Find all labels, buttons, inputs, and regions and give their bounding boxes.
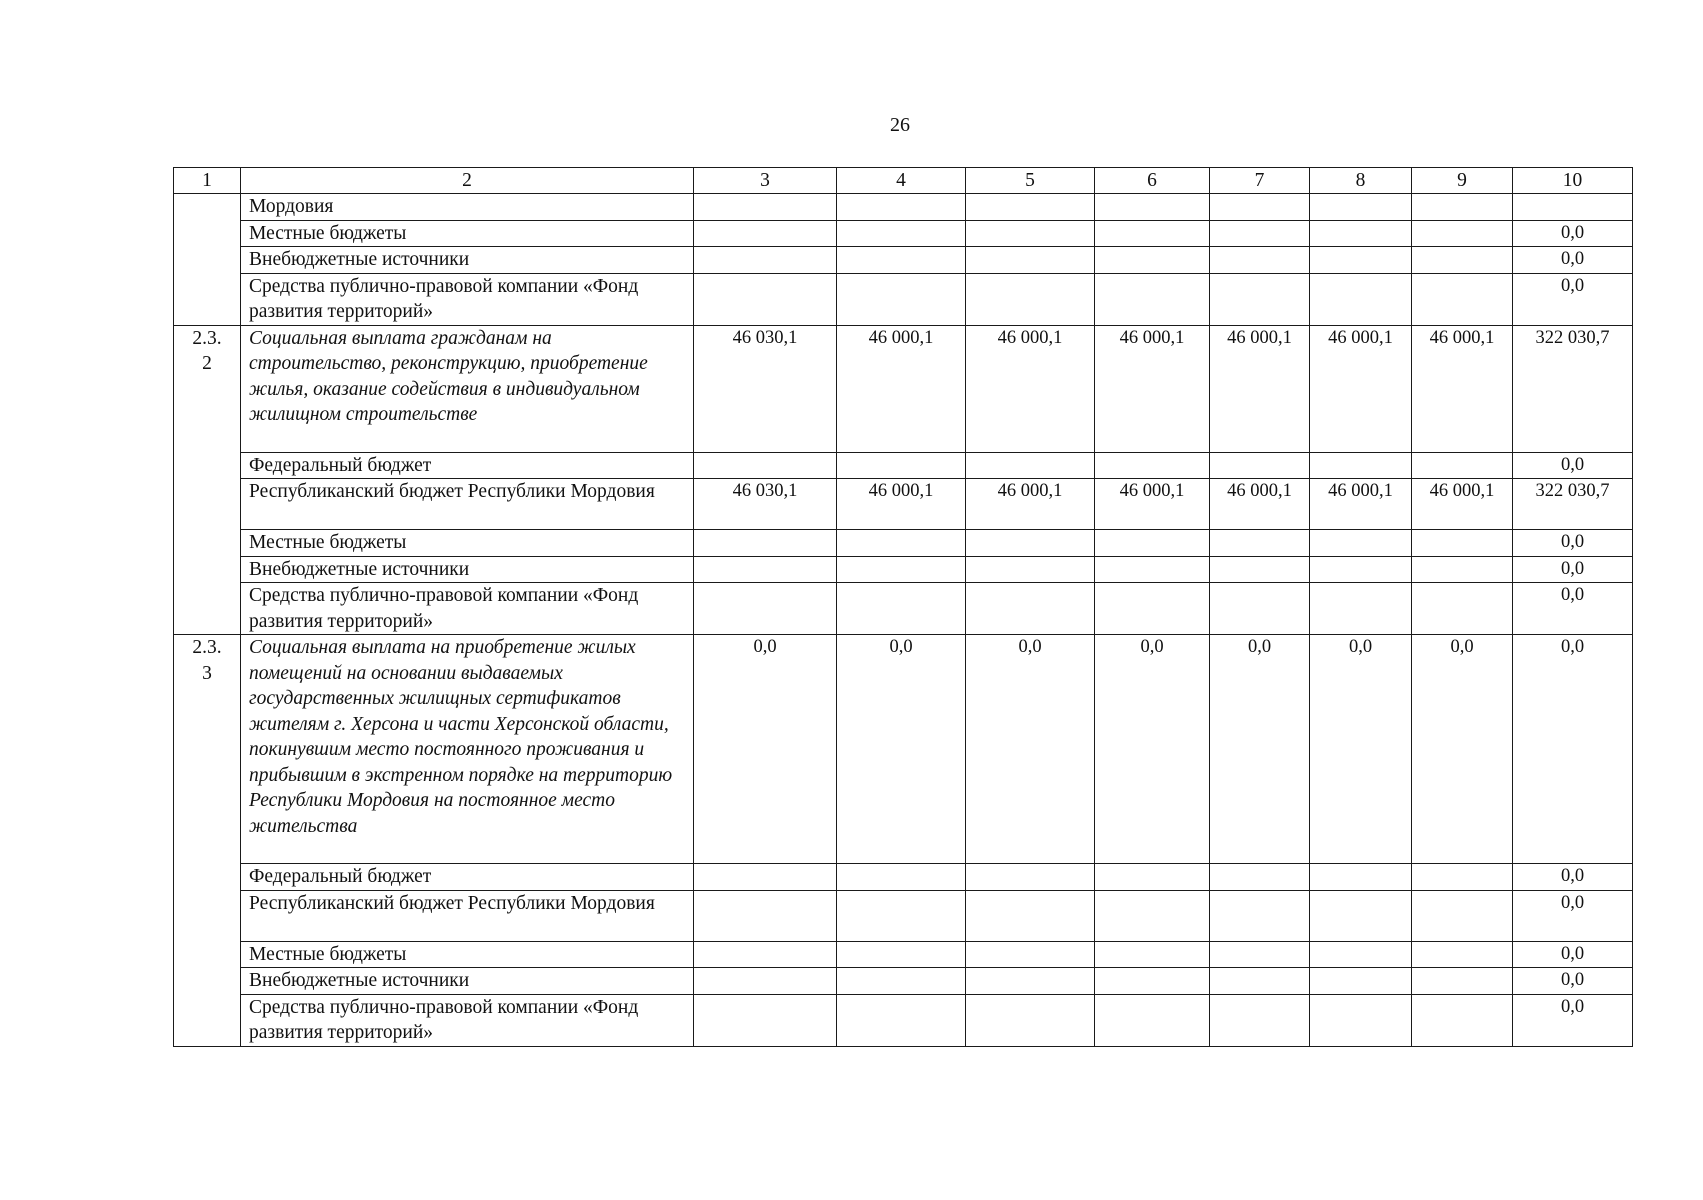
- row-name-cell: Средства публично-правовой компании «Фонд развития территорий»: [241, 273, 694, 325]
- value-cell: [966, 941, 1095, 968]
- row-name-cell: Федеральный бюджет: [241, 452, 694, 479]
- value-cell: [1095, 941, 1210, 968]
- value-cell: [1310, 194, 1412, 221]
- item-number: 2.3. 2: [192, 327, 222, 374]
- total-cell: 0,0: [1513, 556, 1633, 583]
- value-cell: 46 000,1: [1095, 479, 1210, 530]
- value-cell: [1210, 994, 1310, 1046]
- value-cell: 46 000,1: [1210, 325, 1310, 452]
- value-cell: 46 000,1: [1310, 325, 1412, 452]
- value-cell: [837, 273, 966, 325]
- value-cell: [1310, 273, 1412, 325]
- value-cell: [1095, 194, 1210, 221]
- row-name-cell: Федеральный бюджет: [241, 864, 694, 891]
- header-cell: 6: [1095, 168, 1210, 194]
- value-cell: [1310, 890, 1412, 941]
- value-cell: [1095, 273, 1210, 325]
- value-cell: [1095, 968, 1210, 995]
- value-cell: [1210, 452, 1310, 479]
- item-title-cell: Социальная выплата на приобретение жилых помещений на основании выдаваемых государственных жилищных сертификатов жителям г. Херсона и части Херсонской области, покинувшим место постоянного проживания и прибывшим в экстренном порядке на территорию Республики Мордовия на постоянное место жительства: [241, 635, 694, 864]
- value-cell: [1210, 220, 1310, 247]
- value-cell: 0,0: [966, 635, 1095, 864]
- total-cell: 0,0: [1513, 452, 1633, 479]
- table-row: [174, 479, 1633, 530]
- value-cell: [966, 530, 1095, 557]
- value-cell: [966, 273, 1095, 325]
- value-cell: [837, 452, 966, 479]
- table-row: [174, 890, 1633, 941]
- row-name-cell: Республиканский бюджет Республики Мордовия: [241, 479, 694, 530]
- table-row: [174, 325, 1633, 452]
- value-cell: 46 000,1: [837, 479, 966, 530]
- value-cell: [837, 994, 966, 1046]
- value-cell: [837, 890, 966, 941]
- row-name-cell: Внебюджетные источники: [241, 247, 694, 274]
- table-row: [174, 994, 1633, 1046]
- table-row: [174, 635, 1633, 864]
- row-name-cell: Средства публично-правовой компании «Фонд развития территорий»: [241, 583, 694, 635]
- value-cell: [1095, 530, 1210, 557]
- value-cell: [1310, 864, 1412, 891]
- table-row: [174, 583, 1633, 635]
- value-cell: [1412, 247, 1513, 274]
- value-cell: [837, 583, 966, 635]
- value-cell: [837, 968, 966, 995]
- value-cell: [1210, 583, 1310, 635]
- value-cell: 0,0: [694, 635, 837, 864]
- total-cell: 322 030,7: [1513, 479, 1633, 530]
- budget-table: [173, 167, 1633, 1047]
- row-name-cell: Внебюджетные источники: [241, 968, 694, 995]
- table-row: [174, 556, 1633, 583]
- value-cell: 46 030,1: [694, 479, 837, 530]
- value-cell: [1095, 247, 1210, 274]
- value-cell: [694, 994, 837, 1046]
- row-number-cell: [174, 325, 241, 635]
- value-cell: [1310, 530, 1412, 557]
- value-cell: [1412, 273, 1513, 325]
- value-cell: [1210, 968, 1310, 995]
- row-name-cell: Внебюджетные источники: [241, 556, 694, 583]
- value-cell: [966, 247, 1095, 274]
- header-cell: 1: [174, 168, 241, 194]
- table-row: [174, 194, 1633, 221]
- value-cell: [837, 247, 966, 274]
- total-cell: 0,0: [1513, 890, 1633, 941]
- value-cell: [1412, 890, 1513, 941]
- value-cell: [1210, 247, 1310, 274]
- table-row: [174, 530, 1633, 557]
- value-cell: [1095, 583, 1210, 635]
- value-cell: [1210, 194, 1310, 221]
- value-cell: [1210, 890, 1310, 941]
- value-cell: 46 000,1: [1210, 479, 1310, 530]
- value-cell: [1310, 583, 1412, 635]
- value-cell: [837, 864, 966, 891]
- total-cell: 322 030,7: [1513, 325, 1633, 452]
- value-cell: [1210, 864, 1310, 891]
- value-cell: [837, 556, 966, 583]
- value-cell: 0,0: [1095, 635, 1210, 864]
- row-number-cell: [174, 635, 241, 1047]
- value-cell: [837, 530, 966, 557]
- total-cell: 0,0: [1513, 220, 1633, 247]
- value-cell: [694, 194, 837, 221]
- total-cell: 0,0: [1513, 994, 1633, 1046]
- value-cell: [966, 220, 1095, 247]
- value-cell: 46 000,1: [1095, 325, 1210, 452]
- value-cell: [1095, 556, 1210, 583]
- table-row: [174, 452, 1633, 479]
- total-cell: 0,0: [1513, 635, 1633, 864]
- value-cell: [694, 968, 837, 995]
- value-cell: [694, 220, 837, 247]
- value-cell: [966, 556, 1095, 583]
- value-cell: [694, 583, 837, 635]
- header-cell: 10: [1513, 168, 1633, 194]
- total-cell: 0,0: [1513, 583, 1633, 635]
- value-cell: [1095, 890, 1210, 941]
- value-cell: [966, 194, 1095, 221]
- value-cell: [1310, 452, 1412, 479]
- value-cell: [1095, 864, 1210, 891]
- value-cell: [1412, 941, 1513, 968]
- row-name-cell: Местные бюджеты: [241, 220, 694, 247]
- value-cell: [1310, 247, 1412, 274]
- page-number: 26: [890, 114, 910, 136]
- value-cell: [1095, 994, 1210, 1046]
- row-name-cell: Средства публично-правовой компании «Фонд развития территорий»: [241, 994, 694, 1046]
- value-cell: 46 000,1: [966, 479, 1095, 530]
- value-cell: [966, 864, 1095, 891]
- row-number-cell: [174, 194, 241, 326]
- table-row: [174, 941, 1633, 968]
- table-row: [174, 247, 1633, 274]
- value-cell: 46 000,1: [966, 325, 1095, 452]
- header-cell: 7: [1210, 168, 1310, 194]
- header-cell: 8: [1310, 168, 1412, 194]
- value-cell: [1210, 530, 1310, 557]
- total-cell: 0,0: [1513, 941, 1633, 968]
- total-cell: [1513, 194, 1633, 221]
- total-cell: 0,0: [1513, 968, 1633, 995]
- item-title-cell: Социальная выплата гражданам на строительство, реконструкцию, приобретение жилья, оказание содействия в индивидуальном жилищном строительстве: [241, 325, 694, 452]
- total-cell: 0,0: [1513, 273, 1633, 325]
- value-cell: 46 030,1: [694, 325, 837, 452]
- value-cell: [1412, 194, 1513, 221]
- total-cell: 0,0: [1513, 530, 1633, 557]
- table-row: [174, 220, 1633, 247]
- item-number: 2.3. 3: [192, 637, 222, 684]
- value-cell: 46 000,1: [1412, 325, 1513, 452]
- value-cell: [837, 194, 966, 221]
- row-name-cell: Местные бюджеты: [241, 530, 694, 557]
- value-cell: [837, 220, 966, 247]
- table-row: [174, 968, 1633, 995]
- value-cell: [694, 452, 837, 479]
- value-cell: 0,0: [1210, 635, 1310, 864]
- value-cell: [1412, 968, 1513, 995]
- table-header-row: [174, 168, 1633, 194]
- header-cell: 5: [966, 168, 1095, 194]
- value-cell: 46 000,1: [837, 325, 966, 452]
- value-cell: [694, 864, 837, 891]
- value-cell: [837, 941, 966, 968]
- total-cell: 0,0: [1513, 247, 1633, 274]
- value-cell: [1310, 994, 1412, 1046]
- value-cell: [694, 890, 837, 941]
- value-cell: [1412, 452, 1513, 479]
- header-cell: 4: [837, 168, 966, 194]
- value-cell: [694, 530, 837, 557]
- value-cell: 0,0: [837, 635, 966, 864]
- total-cell: 0,0: [1513, 864, 1633, 891]
- header-cell: 2: [241, 168, 694, 194]
- value-cell: [1310, 220, 1412, 247]
- value-cell: [694, 273, 837, 325]
- header-cell: 9: [1412, 168, 1513, 194]
- value-cell: 0,0: [1310, 635, 1412, 864]
- value-cell: [966, 890, 1095, 941]
- value-cell: [694, 941, 837, 968]
- value-cell: [1210, 273, 1310, 325]
- table-row: [174, 273, 1633, 325]
- header-cell: 3: [694, 168, 837, 194]
- value-cell: [694, 556, 837, 583]
- value-cell: [1310, 556, 1412, 583]
- value-cell: [1095, 452, 1210, 479]
- value-cell: [1412, 556, 1513, 583]
- value-cell: [1412, 583, 1513, 635]
- value-cell: [1412, 994, 1513, 1046]
- value-cell: 0,0: [1412, 635, 1513, 864]
- value-cell: [1412, 530, 1513, 557]
- row-name-cell: Местные бюджеты: [241, 941, 694, 968]
- value-cell: [1210, 941, 1310, 968]
- value-cell: 46 000,1: [1310, 479, 1412, 530]
- value-cell: [966, 452, 1095, 479]
- value-cell: [1310, 941, 1412, 968]
- value-cell: [966, 994, 1095, 1046]
- value-cell: [1310, 968, 1412, 995]
- value-cell: [1095, 220, 1210, 247]
- value-cell: [1412, 220, 1513, 247]
- row-name-cell: Мордовия: [241, 194, 694, 221]
- value-cell: [966, 968, 1095, 995]
- row-name-cell: Республиканский бюджет Республики Мордовия: [241, 890, 694, 941]
- value-cell: [694, 247, 837, 274]
- value-cell: [966, 583, 1095, 635]
- value-cell: [1210, 556, 1310, 583]
- value-cell: 46 000,1: [1412, 479, 1513, 530]
- table-row: [174, 864, 1633, 891]
- value-cell: [1412, 864, 1513, 891]
